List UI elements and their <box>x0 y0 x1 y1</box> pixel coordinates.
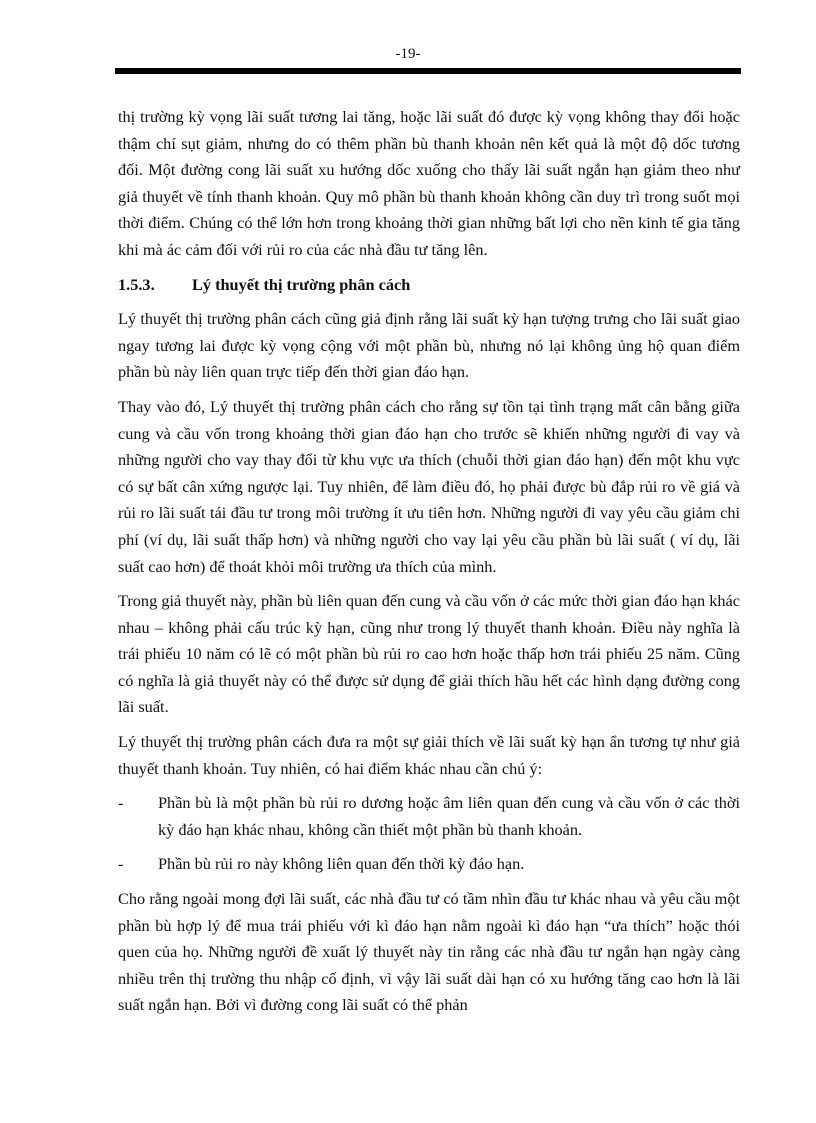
paragraph: Cho rằng ngoài mong đợi lãi suất, các nhà đầu tư có tầm nhìn đầu tư khác nhau và yêu cầu một phần bù hợp lý để mua trái phiếu với kì đáo hạn nằm ngoài kì đáo hạn “ưa thích” hoặc thói quen của họ. Những người đề xuất lý thuyết này tin rằng các nhà đầu tư ngắn hạn ngày càng nhiều trên thị trường thu nhập cố định, vì vậy lãi suất dài hạn có xu hướng tăng cao hơn là lãi suất ngắn hạn. Bởi vì đường cong lãi suất có thể phản <box>118 889 740 1015</box>
section-number: 1.5.3. <box>118 274 155 294</box>
paragraph: Thay vào đó, Lý thuyết thị trường phân cách cho rằng sự tồn tại tình trạng mất cân bằng giữa cung và cầu vốn trong khoảng thời gian đáo hạn cho trước sẽ khiến những người đi vay và những người cho vay thay đổi từ khu vực ưa thích (chuỗi thời gian đáo hạn) đến một khu vực có sự bất cân xứng ngược lại. Tuy nhiên, để làm điều đó, họ phải được bù đắp rủi ro về giá và rủi ro lãi suất tái đầu tư trong môi trường ít ưu tiên hơn. Những người đi vay yêu cầu giảm chi phí (ví dụ, lãi suất thấp hơn) và những người cho vay lại yêu cầu phần bù lãi suất ( ví dụ, lãi suất cao hơn) để thoát khỏi môi trường ưa thích của mình. <box>118 396 740 576</box>
bullet-marker: - <box>118 854 124 874</box>
body-text <box>118 104 740 1027</box>
section-title: Lý thuyết thị trường phân cách <box>192 274 411 294</box>
page-number: -19- <box>395 46 421 62</box>
list-item-text: Phần bù rủi ro này không liên quan đến thời kỳ đáo hạn. <box>158 854 525 874</box>
list-item <box>118 790 740 843</box>
header-rule <box>115 68 741 74</box>
paragraph: Lý thuyết thị trường phân cách đưa ra một sự giải thích về lãi suất kỳ hạn ẩn tương tự như giả thuyết thanh khoản. Tuy nhiên, có hai điểm khác nhau cần chú ý: <box>118 732 740 778</box>
section-heading <box>118 272 740 299</box>
bullet-list <box>118 790 740 878</box>
paragraph: thị trường kỳ vọng lãi suất tương lai tăng, hoặc lãi suất đó được kỳ vọng không thay đổi hoặc thậm chí sụt giảm, nhưng do có thêm phần bù thanh khoản nên kết quả là một độ dốc tương đối. Một đường cong lãi suất xu hướng dốc xuống cho thấy lãi suất ngắn hạn giảm theo như giả thuyết về tính thanh khoản. Quy mô phần bù thanh khoản không cần duy trì trong suốt mọi thời điểm. Chúng có thể lớn hơn trong khoảng thời gian những bất lợi cho nền kinh tế gia tăng khi mà ác cảm đối với rủi ro của các nhà đầu tư tăng lên. <box>118 107 740 259</box>
paragraph: Lý thuyết thị trường phân cách cũng giả định rằng lãi suất kỳ hạn tượng trưng cho lãi suất giao ngay tương lai được kỳ vọng cộng với một phần bù, nhưng nó lại không ủng hộ quan điểm phần bù này liên quan trực tiếp đến thời gian đáo hạn. <box>118 309 740 382</box>
list-item <box>118 851 740 878</box>
bullet-marker: - <box>118 793 124 813</box>
list-item-text: Phần bù là một phần bù rủi ro dương hoặc âm liên quan đến cung và cầu vốn ở các thời kỳ đáo hạn khác nhau, không cần thiết một phần bù thanh khoản. <box>158 793 740 839</box>
paragraph: Trong giả thuyết này, phần bù liên quan đến cung và cầu vốn ở các mức thời gian đáo hạn khác nhau – không phải cấu trúc kỳ hạn, cũng như trong lý thuyết thanh khoản. Điều này nghĩa là trái phiếu 10 năm có lẽ có một phần bù rủi ro cao hơn hoặc thấp hơn trái phiếu 25 năm. Cũng có nghĩa là giả thuyết này có thể được sử dụng để giải thích hầu hết các hình dạng đường cong lãi suất. <box>118 591 740 717</box>
